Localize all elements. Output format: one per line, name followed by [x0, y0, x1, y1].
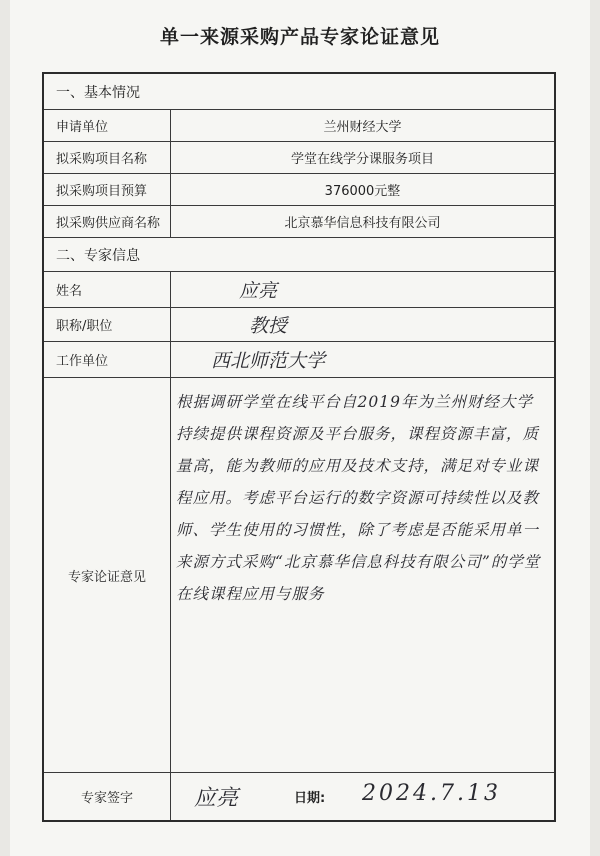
page-title: 单一来源采购产品专家论证意见 — [159, 26, 440, 48]
project-name-label: 拟采购项目名称 — [56, 152, 148, 167]
name-value: 应亮 — [170, 272, 554, 307]
section-basic-heading: 一、基本情况 — [56, 84, 140, 101]
opinion-divider — [170, 378, 171, 772]
work-unit-label: 工作单位 — [56, 354, 109, 369]
date-label: 日期: — [294, 791, 326, 806]
opinion-label: 专家论证意见 — [67, 569, 146, 585]
name-label: 姓名 — [56, 284, 83, 299]
table-row — [44, 110, 554, 142]
section-expert-heading: 二、专家信息 — [56, 247, 140, 264]
section-basic-row — [44, 74, 554, 110]
project-name-value: 学堂在线学分课服务项目 — [170, 142, 554, 173]
table-row — [44, 308, 554, 342]
applicant-value: 兰州财经大学 — [170, 110, 554, 141]
budget-label: 拟采购项目预算 — [56, 184, 148, 199]
table-row — [44, 206, 554, 238]
budget-value: 376000元整 — [170, 174, 554, 205]
form-table — [42, 72, 556, 822]
signature-label: 专家签字 — [80, 791, 133, 806]
table-row — [44, 272, 554, 308]
table-row — [44, 342, 554, 378]
title-value: 教授 — [170, 308, 554, 341]
work-unit-value: 西北师范大学 — [170, 342, 554, 377]
table-row — [44, 174, 554, 206]
date-value: 2024.7.13 — [362, 781, 501, 806]
opinion-section — [44, 378, 554, 772]
title-label: 职称/职位 — [56, 319, 113, 334]
signature-row — [44, 772, 554, 820]
signature-divider — [170, 773, 171, 820]
applicant-label: 申请单位 — [56, 120, 109, 135]
signature-handwriting: 应亮 — [194, 786, 239, 811]
section-expert-row — [44, 238, 554, 272]
opinion-text: 根据调研学堂在线平台自2019年为兰州财经大学持续提供课程资源及平台服务，课程资源丰富，质量高，能为教师的应用及技术支持，满足对专业课程应用。考虑平台运行的数字资源可持续性以及教师、学生使用的习惯性，除了考虑是否能采用单一来源方式采购“北京慕华信息科技有限公司”的学堂在线课程应用与服务 — [176, 393, 541, 603]
supplier-value: 北京慕华信息科技有限公司 — [170, 206, 554, 237]
table-row — [44, 142, 554, 174]
supplier-label: 拟采购供应商名称 — [56, 216, 161, 231]
